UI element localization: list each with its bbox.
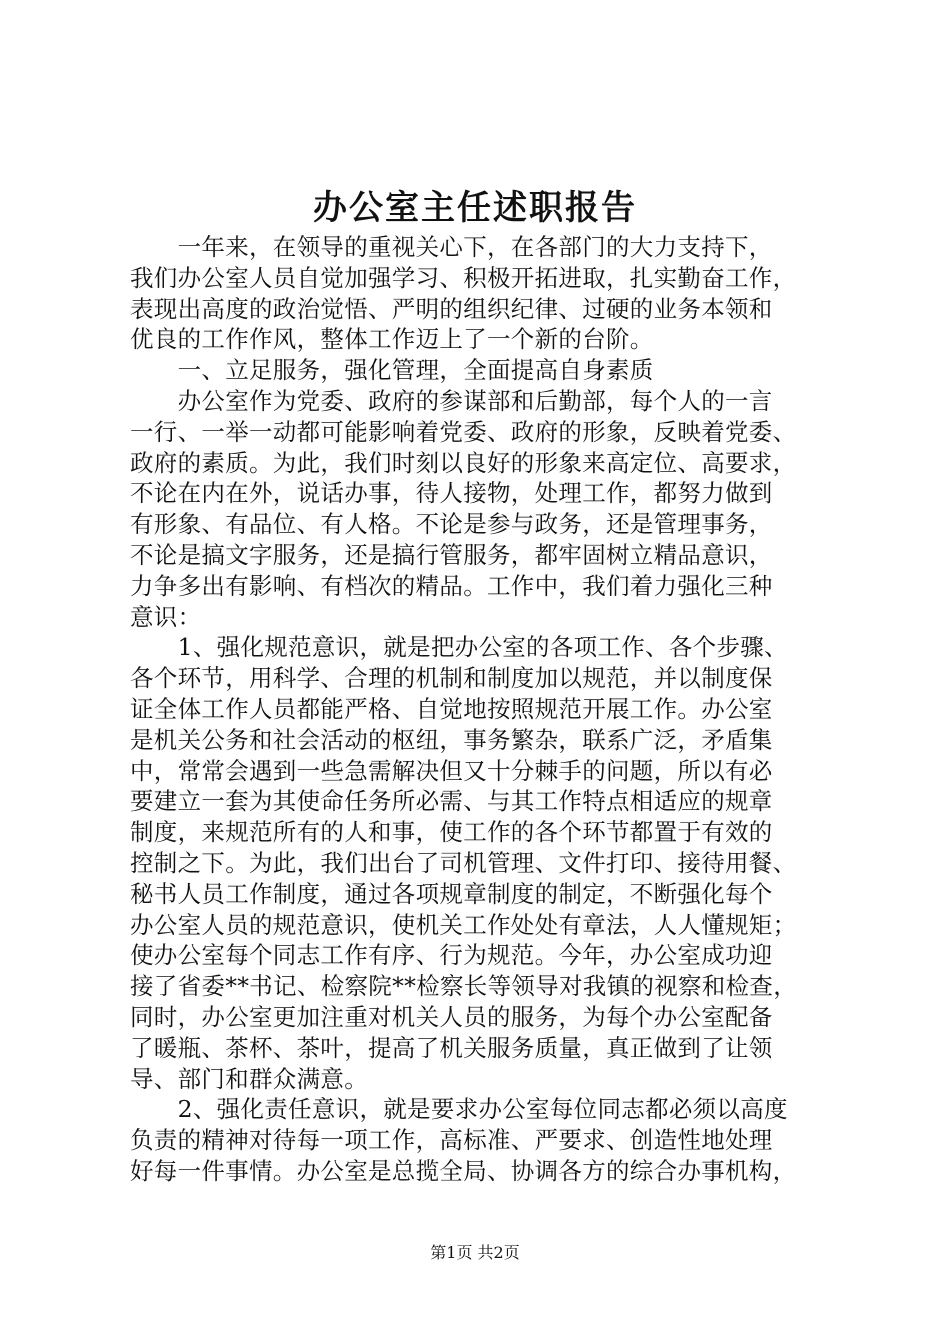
- text-line: 政府的素质。为此，我们时刻以良好的形象来高定位、高要求，: [130, 448, 797, 477]
- text-line: 办公室人员的规范意识，使机关工作处处有章法，人人懂规矩；: [130, 910, 797, 939]
- text-line: 不论在内在外，说话办事，待人接物，处理工作，都努力做到: [130, 479, 773, 508]
- text-line: 接了省委**书记、检察院**检察长等领导对我镇的视察和检查，: [130, 972, 797, 1001]
- text-line: 各个环节，用科学、合理的机制和制度加以规范，并以制度保: [130, 664, 773, 693]
- text-line: 好每一件事情。办公室是总揽全局、协调各方的综合办事机构，: [130, 1156, 797, 1185]
- text-line: 证全体工作人员都能严格、自觉地按照规范开展工作。办公室: [130, 694, 773, 723]
- text-line: 同时，办公室更加注重对机关人员的服务，为每个办公室配备: [130, 1002, 773, 1031]
- text-line: 力争多出有影响、有档次的精品。工作中，我们着力强化三种: [130, 571, 773, 600]
- text-line: 2、强化责任意识，就是要求办公室每位同志都必须以高度: [130, 1095, 788, 1124]
- page-number-footer: 第1页 共2页: [430, 1243, 520, 1262]
- text-line: 中，常常会遇到一些急需解决但又十分棘手的问题，所以有必: [130, 756, 773, 785]
- document-title: 办公室主任述职报告: [313, 188, 637, 228]
- text-line: 办公室作为党委、政府的参谋部和后勤部，每个人的一言: [130, 386, 773, 415]
- text-line: 我们办公室人员自觉加强学习、积极开拓进取，扎实勤奋工作，: [130, 263, 797, 292]
- text-line: 负责的精神对待每一项工作，高标准、严要求、创造性地处理: [130, 1126, 773, 1155]
- document-body: [130, 232, 830, 1187]
- text-line: 表现出高度的政治觉悟、严明的组织纪律、过硬的业务本领和: [130, 294, 773, 323]
- section-heading: 一、立足服务，强化管理，全面提高自身素质: [130, 356, 654, 385]
- text-line: 优良的工作作风，整体工作迈上了一个新的台阶。: [130, 325, 654, 354]
- text-line: 一年来，在领导的重视关心下，在各部门的大力支持下，: [130, 233, 773, 261]
- text-line: 一行、一举一动都可能影响着党委、政府的形象，反映着党委、: [130, 417, 797, 446]
- text-line: 秘书人员工作制度，通过各项规章制度的制定，不断强化每个: [130, 879, 773, 908]
- text-line: 了暖瓶、茶杯、茶叶，提高了机关服务质量，真正做到了让领: [130, 1033, 773, 1062]
- text-line: 制度，来规范所有的人和事，使工作的各个环节都置于有效的: [130, 818, 773, 847]
- text-line: 控制之下。为此，我们出台了司机管理、文件打印、接待用餐、: [130, 848, 797, 877]
- text-line: 有形象、有品位、有人格。不论是参与政务，还是管理事务，: [130, 510, 773, 539]
- text-line: 1、强化规范意识，就是把办公室的各项工作、各个步骤、: [130, 633, 788, 662]
- text-line: 不论是搞文字服务，还是搞行管服务，都牢固树立精品意识，: [130, 540, 773, 569]
- text-line: 意识：: [130, 602, 202, 631]
- text-line: 使办公室每个同志工作有序、行为规范。今年，办公室成功迎: [130, 941, 773, 970]
- text-line: 导、部门和群众满意。: [130, 1064, 368, 1093]
- text-line: 要建立一套为其使命任务所必需、与其工作特点相适应的规章: [130, 787, 773, 816]
- text-line: 是机关公务和社会活动的枢纽，事务繁杂，联系广泛，矛盾集: [130, 725, 773, 754]
